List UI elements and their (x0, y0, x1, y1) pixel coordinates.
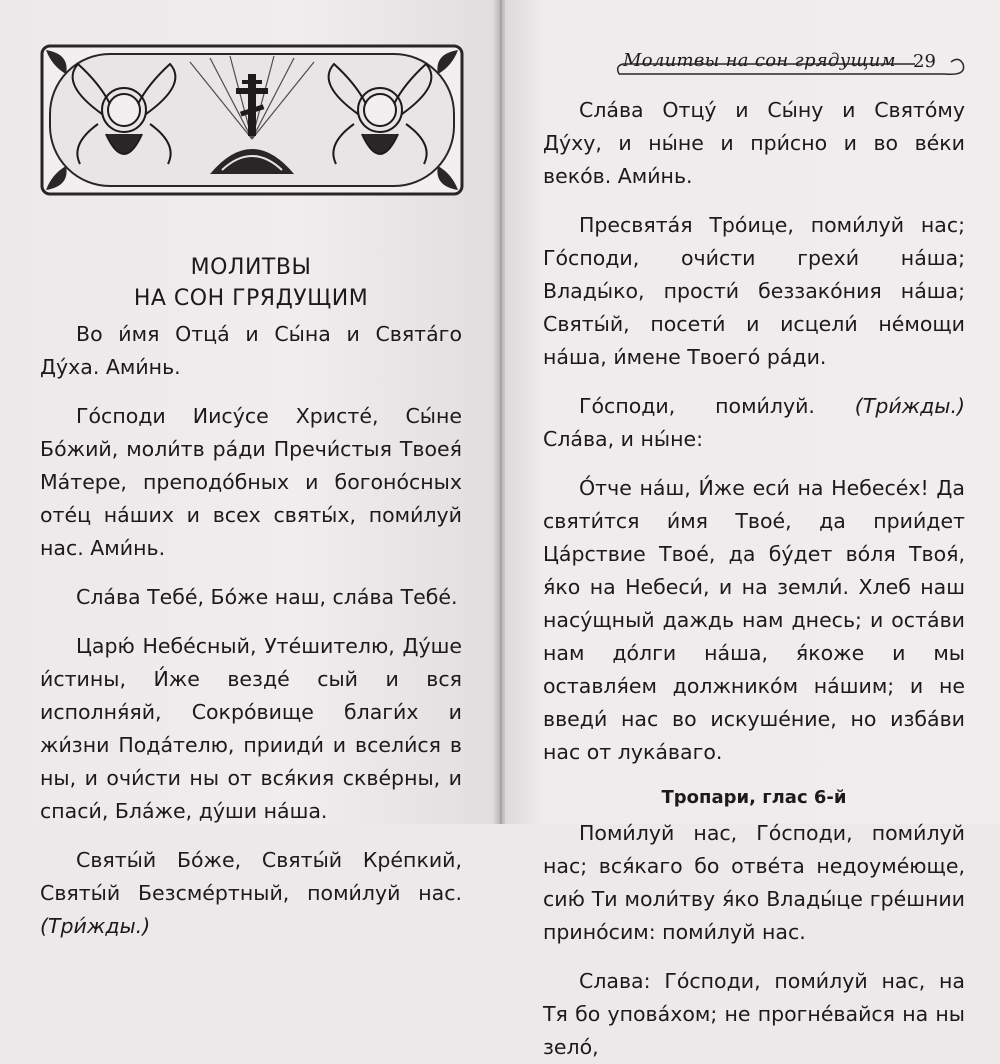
paragraph: Пресвята́я Тро́ице, поми́луй нас; Го́споди, очи́сти грехи́ на́ша; Влады́ко, прости́ беззако́ния на́ша; Святы́й, посети́ и исцели́ не́мощи на́ша, и́мене Твоего́ ра́ди. (543, 213, 965, 369)
paragraph: Во и́мя Отца́ и Сы́на и Свята́го Ду́ха. Ами́нь. (40, 322, 462, 379)
paragraph-text: Го́споди, поми́луй. (579, 394, 815, 418)
paragraph (543, 390, 965, 456)
rubric: (Три́жды.) (854, 394, 965, 418)
paragraph: Царю́ Небе́сный, Уте́шителю, Ду́ше и́стины, И́же везде́ сый и вся исполня́яй, Сокро́вище благи́х и жи́зни Пода́телю, прииди́ и всели́ся в ны, и очи́сти ны от вся́кия скве́рны, и спаси́, Бла́же, ду́ши на́ша. (40, 634, 462, 823)
paragraph: Поми́луй нас, Го́споди, поми́луй нас; вся́каго бо отве́та недоуме́юще, сию́ Ти моли́тву я́ко Влады́це гре́шнии прино́сим: поми́луй нас. (543, 821, 965, 944)
troparia-heading: Тропари, глас 6-й (661, 787, 847, 808)
page-number: 29 (913, 51, 936, 72)
running-head (615, 48, 975, 82)
paragraph: Сла́ва Тебе́, Бо́же наш, сла́ва Тебе́. (76, 585, 458, 609)
paragraph: Сла́ва Отцу́ и Сы́ну и Свято́му Ду́ху, и ны́не и при́сно и во ве́ки веко́в. Ами́нь. (543, 98, 965, 188)
ornament-frame-icon (40, 44, 464, 196)
paragraph-text: Сла́ва, и ны́не: (543, 427, 704, 451)
paragraph-text: Святы́й Бо́же, Святы́й Кре́пкий, Святы́й Безсме́ртный, поми́луй нас. (40, 848, 462, 905)
right-page (505, 0, 1000, 1059)
title-line-2: НА СОН ГРЯДУЩИМ (133, 286, 369, 311)
paragraph: О́тче на́ш, И́же еси́ на Небесе́х! Да святи́тся и́мя Твое́, да прии́дет Ца́рствие Твое́, да бу́дет во́ля Твоя́, я́ко на Небеси́, и на земли́. Хлеб наш насу́щный даждь нам днесь; и оста́ви нам до́лги на́ша, я́коже и мы оставля́ем должнико́м на́шим; и не введи́ нас во искуше́ние, но изба́ви нас от лука́ваго. (543, 476, 965, 764)
page-title (40, 252, 462, 314)
paragraph: Слава: Го́споди, поми́луй нас, на Тя бо упова́хом; не прогне́вайся на ны зело́, (543, 969, 965, 1059)
right-text-block (543, 94, 965, 1064)
left-text-block (40, 318, 462, 943)
paragraph (40, 844, 462, 943)
left-page (0, 0, 498, 938)
rubric: (Три́жды.) (40, 914, 151, 938)
paragraph: Го́споди Иису́се Христе́, Сы́не Бо́жий, моли́тв ра́ди Пречи́стыя Твоея́ Ма́тере, преподо́бных и богоно́сных оте́ц на́ших и всех святы́х, поми́луй нас. Ами́нь. (40, 404, 462, 560)
running-head-title: Молитвы на сон грядущим (623, 50, 896, 71)
title-line-1: МОЛИТВЫ (190, 255, 312, 280)
